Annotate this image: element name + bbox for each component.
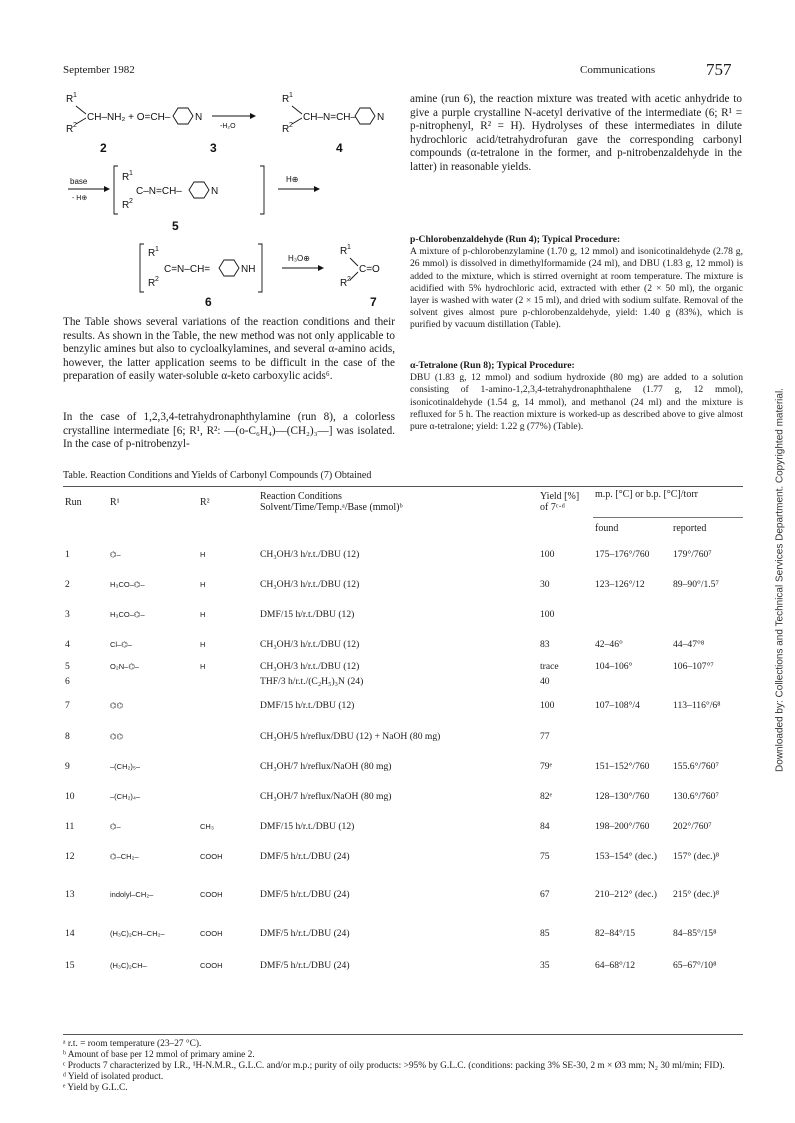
table-cell-r2: H [200, 639, 206, 649]
header-yield: Yield [%] of 7ᶜ·ᵈ [540, 491, 580, 513]
table-row [63, 871, 743, 917]
table-cell-conditions: THF/3 h/r.t./(C₂H₅)₃N (24) [260, 675, 364, 687]
table-cell-run: 10 [65, 790, 75, 802]
label-4: 4 [336, 141, 343, 155]
table-row [63, 689, 743, 721]
table-cell-r2: COOH [200, 960, 223, 970]
svg-text:2: 2 [347, 276, 351, 283]
svg-text:CH–N=CH–: CH–N=CH– [303, 112, 357, 123]
table-cell-yield: 35 [540, 959, 550, 971]
table-cell-reported [671, 673, 743, 689]
table-cell-r2: COOH [200, 889, 223, 899]
table-cell-r1: (H₃C)₂CH– [110, 960, 147, 970]
table-cell-reported: 130.6°/760⁷ [673, 790, 719, 802]
table-cell-r2: H [200, 579, 206, 589]
table-cell-run: 1 [65, 548, 70, 560]
table-cell-run: 11 [65, 820, 75, 832]
svg-text:R: R [66, 124, 74, 135]
table-cell-run: 13 [65, 888, 75, 900]
table-cell-conditions: DMF/5 h/r.t./DBU (24) [260, 850, 350, 862]
results-table [63, 487, 743, 981]
table-cell-yield: 77 [540, 730, 550, 742]
table-cell-conditions: DMF/15 h/r.t./DBU (12) [260, 608, 355, 620]
svg-text:N: N [377, 112, 385, 123]
table-row [63, 539, 743, 569]
label-3: 3 [210, 141, 217, 155]
svg-text:R: R [122, 200, 130, 211]
table-cell-r2: H [200, 661, 206, 671]
table-cell-yield: 84 [540, 820, 550, 832]
table-cell-reported [671, 721, 743, 751]
table-cell-r1: ⌬– [110, 549, 121, 559]
table-cell-reported: 89–90°/1.5⁷ [673, 578, 719, 590]
header-date: September 1982 [63, 64, 135, 76]
svg-text:H₃O⊕: H₃O⊕ [288, 254, 310, 263]
table-cell-conditions: CH₃OH/5 h/reflux/DBU (12) + NaOH (80 mg) [260, 730, 441, 742]
table-cell-found: 175–176°/760 [595, 548, 650, 560]
table-cell-run: 6 [65, 675, 70, 687]
header-found: found [593, 517, 671, 539]
svg-text:N: N [195, 112, 203, 123]
footnotes [63, 1039, 743, 1094]
table-cell-r1: ⌬⌬ [110, 731, 124, 741]
table-cell-yield: 75 [540, 850, 550, 862]
table-cell-yield: 85 [540, 927, 550, 939]
procedure-2 [410, 360, 743, 433]
svg-text:1: 1 [347, 244, 351, 251]
table-cell-reported: 106–107°⁷ [673, 660, 714, 672]
table-row [63, 751, 743, 781]
svg-text:R: R [282, 94, 290, 105]
footnote-d: ᵈ Yield of isolated product. [63, 1072, 164, 1082]
table-cell-conditions: CH₃OH/3 h/r.t./DBU (12) [260, 548, 360, 560]
table-cell-conditions: DMF/5 h/r.t./DBU (24) [260, 927, 350, 939]
svg-text:2: 2 [289, 122, 293, 129]
reaction-scheme [60, 84, 405, 309]
table-cell-conditions: DMF/5 h/r.t./DBU (24) [260, 888, 350, 900]
page-number: 757 [706, 60, 732, 79]
table-cell-r2: CH₃ [200, 821, 214, 831]
table-cell-found: 107–108°/4 [595, 699, 640, 711]
table-row [63, 629, 743, 659]
svg-text:R: R [122, 172, 130, 183]
table-cell-run: 14 [65, 927, 75, 939]
table-cell-yield: 40 [540, 675, 550, 687]
svg-text:C–N=CH–: C–N=CH– [136, 186, 182, 197]
table-cell-reported: 113–116°/6⁸ [673, 699, 721, 711]
table-cell-yield: 100 [540, 608, 555, 620]
table-cell-reported: 179°/760⁷ [673, 548, 712, 560]
svg-text:CH–NH₂ + O=CH–: CH–NH₂ + O=CH– [87, 112, 171, 123]
table-cell-r1: O₂N–⌬– [110, 661, 140, 671]
table-cell-yield: 67 [540, 888, 550, 900]
left-paragraph-1: The Table shows several variations of the reaction conditions and their results. As shown in the Table, the new method was not only applicable to benzylic amines but also to cycloalkylamines, and several α-amino acids, however, the latter application seems to be difficult in the case of the preparation of easily water-soluble α-keto carboxylic acids⁶. [63, 316, 395, 383]
procedure-1-text: A mixture of p-chlorobenzylamine (1.70 g, 12 mmol) and isonicotinaldehyde (2.78 g, 26 mmol) is dissolved in dimethylformamide (24 ml), and DBU (1.83 g, 12 mmol) is added to the mixture, which is stirred overnight at room temperature. The mixture is acidified with 5% hydrochloric acid, extracted with ether (2 × 50 ml), the organic layer is washed with water (2 × 15 ml), and dried with sodium sulfate. Removal of the solvent gives almost pure p-chlorobenzaldehyde, yield: 1.40 g (83%), which is purified by vacuum distillation (Table). [410, 246, 743, 331]
procedure-1 [410, 234, 743, 332]
table-cell-r1: Cl–⌬– [110, 639, 132, 649]
table-caption: Table. Reaction Conditions and Yields of Carbonyl Compounds (7) Obtained [63, 470, 372, 481]
table-cell-r2: H [200, 609, 206, 619]
table-row [63, 949, 743, 981]
table-cell-r1 [108, 673, 198, 689]
table-cell-run: 9 [65, 760, 70, 772]
table-cell-found: 210–212° (dec.) [595, 888, 657, 900]
table-cell-r1: (H₃C)₂CH–CH₂– [110, 928, 165, 938]
table-row [63, 569, 743, 599]
svg-text:R: R [148, 278, 156, 289]
svg-text:1: 1 [155, 246, 159, 253]
table-cell-r2: COOH [200, 928, 223, 938]
table-cell-yield: 83 [540, 638, 550, 650]
table-cell-run: 4 [65, 638, 70, 650]
table-row [63, 673, 743, 689]
procedure-1-title: p-Chlorobenzaldehyde (Run 4); Typical Procedure: [410, 234, 621, 245]
table-cell-conditions: CH₃OH/3 h/r.t./DBU (12) [260, 578, 360, 590]
svg-text:NH: NH [241, 264, 256, 275]
table-cell-run: 2 [65, 578, 70, 590]
table-cell-yield: 30 [540, 578, 550, 590]
table-cell-yield: trace [540, 660, 559, 672]
label-7: 7 [370, 295, 377, 309]
table-cell-found: 153–154° (dec.) [595, 850, 657, 862]
table-cell-reported: 65–67°/10⁸ [673, 959, 717, 971]
table-cell-found: 198–200°/760 [595, 820, 650, 832]
table-cell-r2: H [200, 549, 206, 559]
right-paragraph: amine (run 6), the reaction mixture was treated with acetic anhydride to give a purple crystalline N-acetyl derivative of the intermediate (6; R¹ = p-nitrophenyl, R² = H). Hydrolyses of these intermediates in dilute hydrochloric acid/tetrahydrofuran gave the corresponding carbonyl compounds (α-tetralone in the former, and p-nitrobenzaldehyde in the latter) in reasonable yields. [410, 93, 742, 173]
table-cell-run: 5 [65, 660, 70, 672]
table-cell-run: 8 [65, 730, 70, 742]
table-cell-found: 82–84°/15 [595, 927, 636, 939]
svg-text:1: 1 [289, 92, 293, 99]
label-5: 5 [172, 219, 179, 233]
svg-text:R: R [282, 124, 290, 135]
table-cell-run: 12 [65, 850, 75, 862]
table-cell-r2 [198, 689, 258, 721]
table-cell-yield: 82ᵉ [540, 790, 553, 802]
table-row [63, 917, 743, 949]
table-cell-r2 [198, 673, 258, 689]
svg-text:R: R [340, 246, 348, 257]
table-cell-reported: 44–47°⁸ [673, 638, 705, 650]
header-r2: R² [200, 496, 210, 508]
svg-text:N: N [211, 186, 219, 197]
table-cell-found [593, 721, 671, 751]
header-reported: reported [671, 517, 743, 539]
table-cell-found [593, 673, 671, 689]
svg-text:C=N–CH=: C=N–CH= [164, 264, 211, 275]
table-cell-found: 42–46° [595, 638, 623, 650]
table-cell-found [593, 599, 671, 629]
label-6: 6 [205, 295, 212, 309]
table-cell-conditions: DMF/5 h/r.t./DBU (24) [260, 959, 350, 971]
table-cell-conditions: DMF/15 h/r.t./DBU (12) [260, 699, 355, 711]
table-cell-conditions: CH₃OH/7 h/reflux/NaOH (80 mg) [260, 790, 392, 802]
table-cell-found: 123–126°/12 [595, 578, 645, 590]
procedure-2-text: DBU (1.83 g, 12 mmol) and sodium hydroxide (80 mg) are added to a solution consisting of 1-amino-1,2,3,4-tetrahydronaphthalene (1.77 g, 12 mmol), isonicotinaldehyde (1.54 g, 14 mmol), and methanol (24 ml) and the mixture is refluxed for 5 h. The reaction mixture is worked-up as described above to give almost pure α-tetralone; yield: 1.22 g (77%) (Table). [410, 372, 743, 433]
table-cell-reported: 155.6°/760⁷ [673, 760, 719, 772]
svg-text:2: 2 [73, 122, 77, 129]
table-cell-yield: 100 [540, 548, 555, 560]
footnote-b: ᵇ Amount of base per 12 mmol of primary amine 2. [63, 1050, 255, 1060]
svg-text:- H⊕: - H⊕ [72, 195, 88, 202]
header-conditions: Reaction Conditions Solvent/Time/Temp.ᵃ/Base (mmol)ᵇ [260, 491, 403, 513]
svg-text:1: 1 [73, 92, 77, 99]
table-cell-run: 3 [65, 608, 70, 620]
header-run: Run [65, 496, 82, 508]
table-row [63, 659, 743, 673]
footnote-a: ᵃ r.t. = room temperature (23–27 °C). [63, 1039, 202, 1049]
header-journal: Communications [580, 64, 656, 76]
table-cell-r1: H₃CO–⌬– [110, 579, 145, 589]
table-cell-reported: 84–85°/15⁸ [673, 927, 717, 939]
svg-text:2: 2 [129, 198, 133, 205]
svg-text:R: R [148, 248, 156, 259]
svg-text:base: base [70, 177, 88, 186]
svg-text:R: R [66, 94, 74, 105]
table-cell-r2 [198, 751, 258, 781]
svg-text:2: 2 [155, 276, 159, 283]
table-cell-reported: 215° (dec.)⁸ [673, 888, 720, 900]
svg-text:H⊕: H⊕ [286, 175, 299, 184]
table-cell-r1: –(CH₂)₄– [110, 791, 141, 801]
procedure-2-title: α-Tetralone (Run 8); Typical Procedure: [410, 360, 575, 371]
table-cell-conditions: CH₃OH/7 h/reflux/NaOH (80 mg) [260, 760, 392, 772]
table-cell-conditions: CH₃OH/3 h/r.t./DBU (12) [260, 638, 360, 650]
table-cell-r2: COOH [200, 851, 223, 861]
table-cell-yield: 100 [540, 699, 555, 711]
table-cell-r1: indolyl–CH₂– [110, 889, 154, 899]
table-cell-found: 104–106° [595, 660, 633, 672]
table-cell-r1: ⌬– [110, 821, 121, 831]
svg-text:1: 1 [129, 170, 133, 177]
table-row [63, 811, 743, 841]
table-cell-r1: –(CH₂)₅– [110, 761, 141, 771]
label-2: 2 [100, 141, 107, 155]
table-cell-r2 [198, 721, 258, 751]
table-cell-r1: ⌬–CH₂– [110, 851, 139, 861]
svg-text:-H₂O: -H₂O [220, 123, 236, 130]
table-cell-conditions: DMF/15 h/r.t./DBU (12) [260, 820, 355, 832]
svg-text:C=O: C=O [359, 264, 380, 275]
table-row [63, 781, 743, 811]
header-r1: R¹ [110, 496, 120, 508]
table-cell-run: 7 [65, 699, 70, 711]
table-cell-run: 15 [65, 959, 75, 971]
svg-text:R: R [340, 278, 348, 289]
footnote-e: ᵉ Yield by G.L.C. [63, 1083, 128, 1093]
table-cell-reported: 202°/760⁷ [673, 820, 712, 832]
left-paragraph-2: In the case of 1,2,3,4-tetrahydronaphthylamine (run 8), a colorless crystalline intermediate [6; R¹, R²: —(o-C₆H₄)—(CH₂)₃—] was isolated. In the case of p-nitrobenzyl- [63, 411, 395, 451]
table-row [63, 599, 743, 629]
table-cell-conditions: CH₃OH/3 h/r.t./DBU (12) [260, 660, 360, 672]
table-cell-r2 [198, 781, 258, 811]
table-cell-reported: 157° (dec.)⁸ [673, 850, 720, 862]
table-cell-yield: 79ᵉ [540, 760, 553, 772]
table-cell-reported [671, 599, 743, 629]
table-cell-r1: ⌬⌬ [110, 700, 124, 710]
download-notice: Downloaded by: Collections and Technical Services Department. Copyrighted material. [774, 388, 786, 772]
footnote-c: ᶜ Products 7 characterized by I.R., ¹H-N.M.R., G.L.C. and/or m.p.; purity of oily products: >95% by G.L.C. (conditions: packing 3% SE-30, 2 m × Ø3 mm; N₂ 30 ml/min; FID). [63, 1061, 725, 1071]
header-mp: m.p. [°C] or b.p. [°C]/torr [595, 489, 698, 500]
table-cell-found: 64–68°/12 [595, 959, 636, 971]
table-row [63, 841, 743, 871]
table-cell-found: 128–130°/760 [595, 790, 650, 802]
table-cell-found: 151–152°/760 [595, 760, 650, 772]
table-row [63, 721, 743, 751]
table-cell-r1: H₃CO–⌬– [110, 609, 145, 619]
